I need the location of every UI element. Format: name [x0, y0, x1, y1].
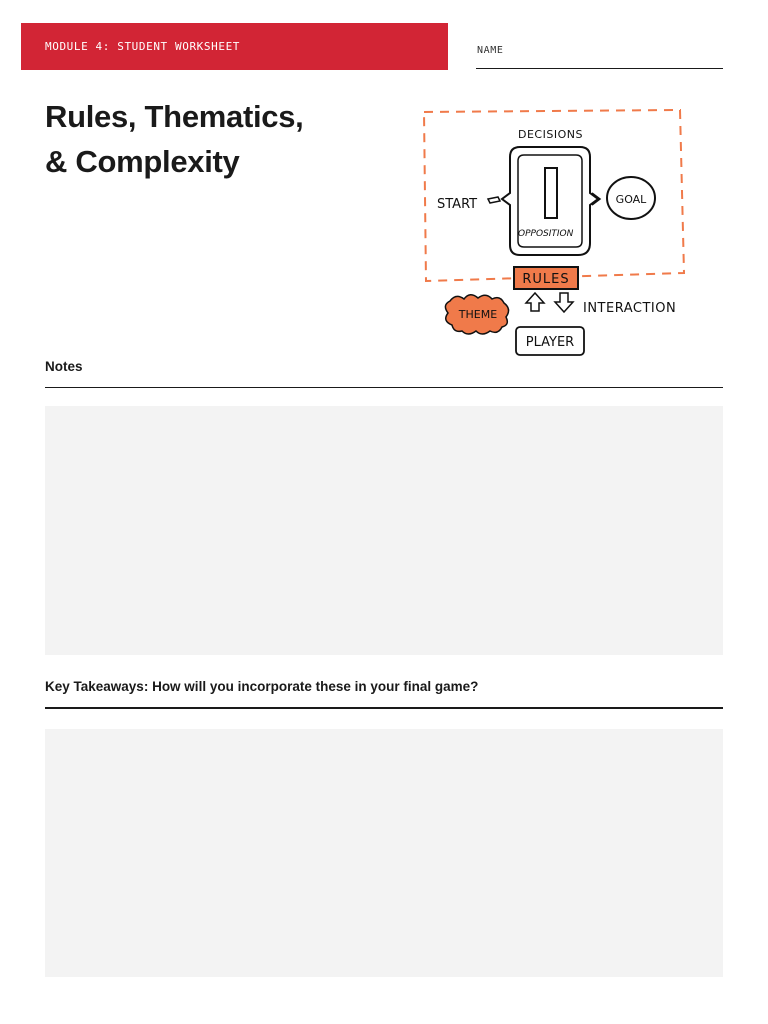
name-label: NAME: [477, 45, 504, 56]
down-arrow-icon: [555, 293, 573, 312]
page-title: [45, 94, 304, 184]
up-arrow-icon: [526, 293, 544, 311]
goal-label: GOAL: [615, 193, 647, 206]
opposition-bar: [545, 168, 557, 218]
notes-divider: [45, 387, 723, 388]
decisions-label: DECISIONS: [518, 128, 583, 141]
module-label: MODULE 4: STUDENT WORKSHEET: [45, 40, 241, 53]
name-input[interactable]: [476, 58, 723, 69]
theme-label: THEME: [458, 308, 498, 321]
game-loop-diagram: [420, 105, 710, 360]
start-label: START: [437, 197, 478, 212]
page-title-line-1: Rules, Thematics,: [45, 99, 304, 134]
player-label: PLAYER: [525, 335, 575, 350]
takeaways-label: Key Takeaways: How will you incorporate these in your final game?: [45, 679, 479, 694]
notes-textarea[interactable]: [45, 406, 723, 655]
page-title-line-2: & Complexity: [45, 144, 240, 179]
takeaways-divider: [45, 707, 723, 709]
module-banner: [21, 23, 448, 70]
rules-label: RULES: [522, 272, 570, 287]
interaction-label: INTERACTION: [583, 301, 677, 316]
start-arrow-icon: [488, 197, 500, 203]
takeaways-textarea[interactable]: [45, 729, 723, 977]
notes-label: Notes: [45, 359, 83, 374]
opposition-label: OPPOSITION: [518, 229, 574, 239]
